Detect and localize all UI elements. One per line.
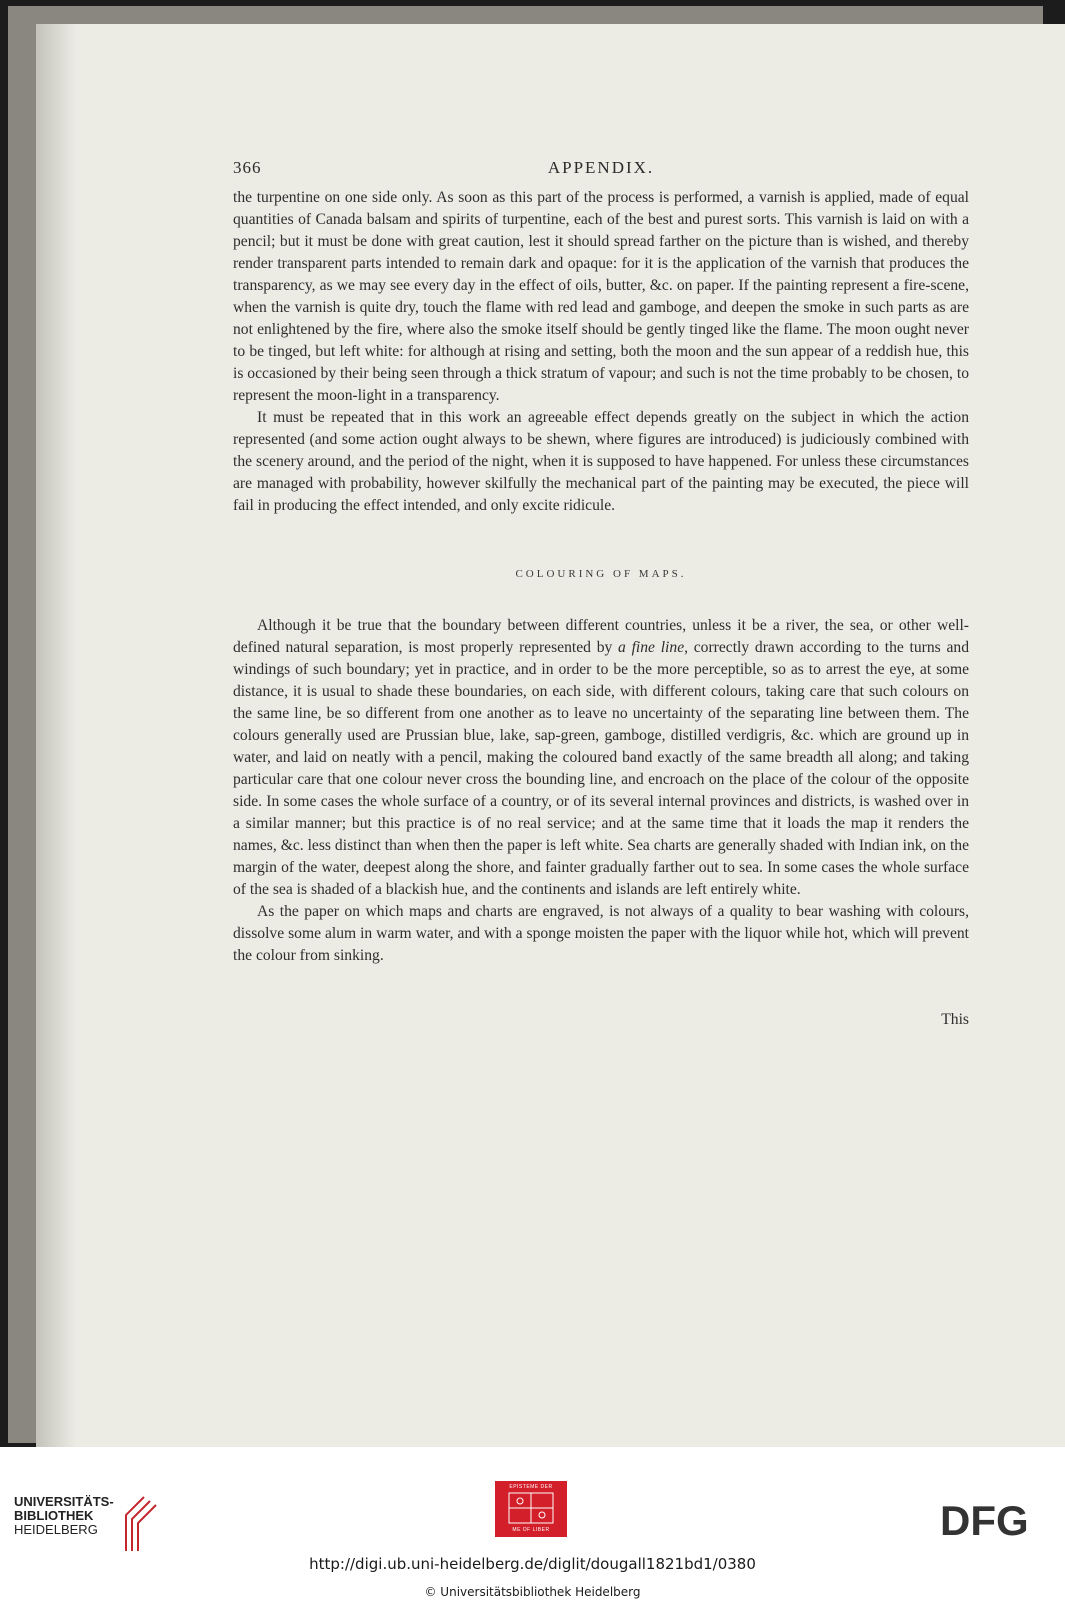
section-paragraph-text: Although it be true that the boundary between different countries, unless it be a river, the sea, or other well-defined natural separation, is most properly represented by — [233, 617, 969, 656]
dfg-logo-text: DFG — [940, 1497, 1029, 1541]
dfg-logo[interactable] — [940, 1497, 1050, 1541]
library-name-line2: BIBLIOTHEK — [14, 1508, 94, 1523]
section-paragraph — [233, 901, 969, 967]
episteme-logo-top-text: EPISTEME DER — [509, 1484, 553, 1490]
section-paragraph — [233, 615, 969, 901]
running-head: APPENDIX. — [547, 158, 655, 177]
section-paragraph-text: As the paper on which maps and charts are engraved, is not always of a quality to bear washing with colours, dissolve some alum in warm water, and with a sponge moisten the paper with the liquor while hot, which will prevent the colour from sinking. — [233, 903, 969, 964]
episteme-logo-bottom-text: ME OF LIBER — [512, 1527, 550, 1533]
section-paragraph-text-cont: correctly drawn according to the turns and windings of such boundary; yet in practice, and in order to be the more perceptible, so as to arrest the eye, at some distance, it is usual to shade these boundaries, on each side, with different colours, taking care that such colours on the same line, be so different from one another as to leave no uncertainty of the separating line between them. The colours generally used are Prussian blue, lake, sap-green, gamboge, distilled verdigris, &c. which are ground up in water, and laid on neatly with a pencil, making the coloured band exactly of the same breadth all along; and taking particular care that one colour never cross the bounding line, and encroach on the place of the colour of the opposite side. In some cases the whole surface of a country, or of its several internal provinces and districts, is washed over in a similar manner; but this practice is of no real service; and at the same time that it loads the map it renders the names, &c. less distinct than when then the paper is left white. Sea charts are generally shaded with Indian ink, on the margin of the water, deepest along the shore, and fainter gradually farther out to sea. In some cases the whole surface of the sea is shaded of a blackish hue, and the continents and islands are left entirely white. — [233, 639, 969, 898]
paragraph: It must be repeated that in this work an agreeable effect depends greatly on the subject in which the action represented (and some action ought always to be shewn, where figures are introduced) is judiciously combined with the scenery around, and the period of the night, when it is supposed to have happened. For unless these circumstances are managed with probability, however skilfully the mechanical part of the painting may be executed, the piece will fail in producing the effect intended, and only excite ridicule. — [233, 409, 969, 514]
section-paragraph-emphasis: a fine line, — [618, 639, 689, 656]
library-name — [14, 1495, 114, 1537]
episteme-logo[interactable] — [495, 1481, 567, 1537]
paragraph-continued: the turpentine on one side only. As soon as this part of the process is performed, a varnish is applied, made of equal quantities of Canada balsam and spirits of turpentine, each of the best and purest sorts. This varnish is laid on with a pencil; but it must be done with great caution, lest it should spread farther on the picture than is wished, and thereby render transparent parts intended to remain dark and opaque: for it is the application of the varnish that produces the transparency, as we may see every day in the effect of oils, butter, &c. on paper. If the painting represent a fire-scene, when the varnish is quite dry, touch the flame with red lead and gamboge, and deepen the smoke in such parts as are not enlightened by the fire, where also the smoke itself should be gently tinged like the flame. The moon ought never to be tinged, but left white: for although at rising and setting, both the moon and the sun appear of a reddish hue, this is occasioned by their being seen through a thick stratum of vapour; and such is not the time probably to be chosen, to represent the moon-light in a transparency. — [233, 189, 969, 404]
text-block — [233, 187, 969, 1031]
catchword: This — [941, 1011, 969, 1028]
library-name-line3: HEIDELBERG — [14, 1522, 98, 1537]
copyright-notice: © Universitätsbibliothek Heidelberg — [424, 1585, 641, 1599]
paper-gutter-shadow — [36, 24, 76, 1447]
page-header — [233, 158, 969, 182]
permalink-url[interactable]: http://digi.ub.uni-heidelberg.de/diglit/dougall1821bd1/0380 — [309, 1555, 756, 1573]
library-name-line1: UNIVERSITÄTS- — [14, 1494, 114, 1509]
viewer-footer — [0, 1447, 1065, 1606]
library-emblem-icon — [114, 1495, 162, 1553]
section-heading: COLOURING OF MAPS. — [515, 568, 687, 580]
page-number: 366 — [233, 158, 262, 177]
university-library-logo[interactable] — [14, 1495, 164, 1555]
